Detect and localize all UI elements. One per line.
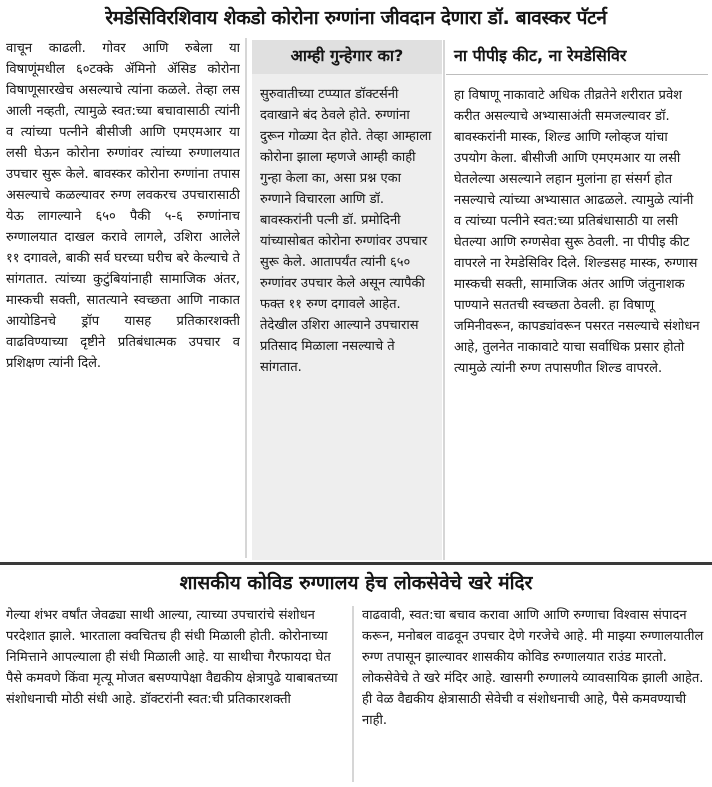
middle-box-text: सुरुवातीच्या टप्प्यात डॉक्टर्सनी दवाखाने बंद ठेवले होते. रुग्णांना दुरून गोळ्या देत होते. तेव्हा आम्हाला कोरोना झाला म्हणजे आम्ही काही गुन्हा केला का, असा प्रश्न एका रुग्णाने विचारला आणि डॉ. बावस्करांनी पत्नी डॉ. प्रमोदिनी यांच्यासोबत कोरोना रुग्णांवर उपचार सुरू केले. आतापर्यंत त्यांनी ६५० रुग्णांवर उपचार केले असून त्यापैकी फक्त ११ रुग्ण दगावले आहेत. तेदेखील उशिरा आल्याने उपचारास प्रतिसाद मिळाला नसल्याचे ते सांगतात. [260, 87, 432, 375]
column-divider [443, 40, 445, 560]
bottom-right-text: वाढवावी, स्वत:चा बचाव करावा आणि आणि रुग्णाचा विश्वास संपादन करून, मनोबल वाढवून उपचार देणे गरजेचे आहे. मी माझ्या रुग्णालयातील रुग्ण तपासून झाल्यावर शासकीय कोविड रुग्णालयात राउंड मारतो. लोकसेवेचे ते खरे मंदिर आहे. खासगी रुग्णालये व्यावसायिक झाली आहेत. ही वेळ वैद्यकीय क्षेत्रासाठी सेवेची व संशोधनाची आहे, पैसे कमवण्याची नाही. [362, 608, 704, 728]
middle-box [252, 40, 442, 560]
bottom-left-column [6, 605, 346, 785]
left-column-text: वाचून काढली. गोवर आणि रुबेला या विषाणूंमधील ६०टक्के ॲमिनो ॲसिड कोरोना विषाणूसारखेच असल्याचे त्यांना कळले. तेव्हा लस आली नव्हती, त्यामुळे स्वत:च्या बचावासाठी त्यांनी व त्यांच्या पत्नीने बीसीजी आणि एमएमआर या लसी घेऊन कोरोना रुग्णांवर त्यांच्या रुग्णालयात उपचार सुरू केले. बावस्कर कोरोना रुग्णांना तपास असल्याचे कळल्यावर रुग्ण लवकरच उपचारासाठी येऊ लागल्याने ६५० पैकी ५-६ रुग्णांनाच रुग्णालयात दाखल करावे लागले, उशिरा आलेले ११ दगावले, बाकी सर्व घरच्या घरीच बरे केल्याचे ते सांगतात. त्यांच्या कुटुंबियांनाही सामाजिक अंतर, मास्कची सक्ती, सातत्याने स्वच्छता आणि नाकात आयोडिनचे ड्रॉप यासह प्रतिकारशक्ती वाढविण्याच्या दृष्टीने प्रतिबंधात्मक उपचार व प्रशिक्षण त्यांनी दिले. [6, 41, 240, 371]
column-divider [352, 606, 354, 782]
right-box [446, 40, 708, 560]
headline: रेमडेसिविरशिवाय शेकडो कोरोना रुग्णांना जीवदान देणारा डॉ. बावस्कर पॅटर्न [105, 7, 607, 29]
middle-box-title: आम्ही गुन्हेगार का? [252, 40, 442, 74]
subheading: शासकीय कोविड रुग्णालय हेच लोकसेवेचे खरे मंदिर [179, 572, 533, 594]
bottom-right-column [362, 605, 706, 785]
bottom-left-text: गेल्या शंभर वर्षांत जेवढ्या साथी आल्या, त्याच्या उपचारांचे संशोधन परदेशात झाले. भारताला क्वचितच ही संधी मिळाली होती. कोरोनाच्या निमित्ताने आपल्याला ही संधी मिळाली आहे. या साथीचा गैरफायदा घेत पैसे कमवणे किंवा मृत्यू मोजत बसण्यापेक्षा वैद्यकीय क्षेत्रापुढे याबाबतच्या संशोधनाची मोठी संधी आहे. डॉक्टरांनी स्वत:ची प्रतिकारशक्ती [6, 608, 338, 707]
column-divider [245, 38, 247, 558]
left-column [6, 38, 240, 556]
right-box-text: हा विषाणू नाकावाटे अधिक तीव्रतेने शरीरात प्रवेश करीत असल्याचे अभ्यासाअंती समजल्यावर डॉ. बावस्करांनी मास्क, शिल्ड आणि ग्लोव्हज यांचा उपयोग केला. बीसीजी आणि एमएमआर या लसी घेतलेल्या असल्याने लहान मुलांना हा संसर्ग होत नसल्याचे त्यांच्या अभ्यासात आढळले. त्यामुळे त्यांनी व त्यांच्या पत्नीने स्वत:च्या प्रतिबंधासाठी या लसी घेतल्या आणि रुग्णसेवा सुरू ठेवली. ना पीपीइ कीट वापरले ना रेमडेसिविर दिले. शिल्डसह मास्क, रुग्णास मास्कची सक्ती, सामाजिक अंतर आणि जंतुनाशक पाण्याने सततची स्वच्छता ठेवली. हा विषाणू जमिनीवरून, कापड्यांवरून पसरत नसल्याचे संशोधन आहे, तुलनेत नाकावाटे याचा सर्वाधिक प्रसार होतो त्यामुळे त्यांनी रुग्ण तपासणीत शिल्ड वापरले. [454, 88, 700, 376]
right-box-title: ना पीपीइ कीट, ना रेमडेसिविर [446, 40, 708, 75]
